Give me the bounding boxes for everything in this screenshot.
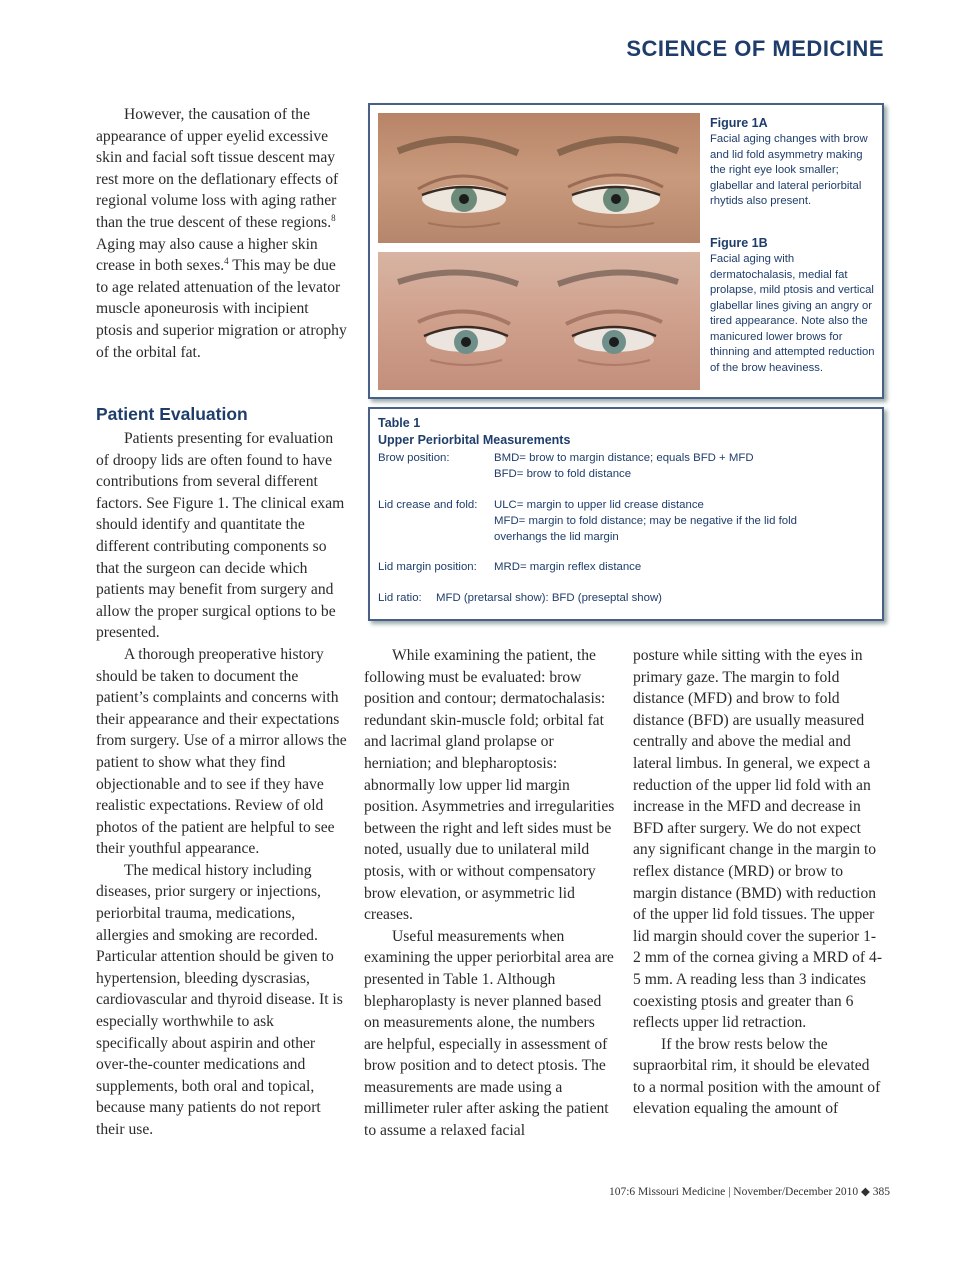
column-1-intro	[96, 104, 348, 363]
column-3	[633, 645, 883, 1120]
paragraph: If the brow rests below the supraorbital rim, it should be elevated to a normal position with the amount of elevation equaling the amount of	[633, 1035, 881, 1118]
table-title: Upper Periorbital Measurements	[378, 433, 571, 447]
brow-position-label: Brow position:	[378, 452, 450, 464]
paragraph: While examining the patient, the following must be evaluated: brow position and contour; dermatochalasis: redundant skin-muscle fold; orbital fat and lacrimal gland prolapse or herniation; and blepharoptosis: abnormally low upper lid margin position. Asymmetries and irregularities between the right and left sides must be noted, usually due to unilateral mild ptosis, with or without compensatory brow elevation, or asymmetric lid creases.	[364, 647, 615, 924]
table-label: Table 1	[378, 416, 421, 430]
paragraph: A thorough preoperative history should be taken to document the patient’s complaints and concerns with their appearance and their expectations from surgery. Use of a mirror allows the patient to show what they find objectionable and to see if they have realistic expectations. Review of old photos of the patient are helpful to see their youthful appearance.	[96, 645, 347, 858]
intro-paragraph: However, the causation of the appearance of upper eyelid excessive skin and facial soft tissue descent may rest more on the deflationary effects of regional volume loss with aging rather than the true descent of these regions.$^8$ Aging may also cause a higher skin crease in both sexes.$^4$ This may be due to age related attenuation of the levator muscle aponeurosis with incipient ptosis and superior migration or atrophy of the orbital fat.	[96, 106, 347, 361]
paragraph: Useful measurements when examining the upper periorbital area are presented in Table 1. Although blepharoplasty is never planned based on measurements alone, the numbers are helpful, especially in assessment of brow position and to detect ptosis. The measurements are made using a millimeter ruler after asking the patient to assume a relaxed facial	[364, 927, 614, 1140]
figure-1a-caption	[710, 115, 878, 210]
lid-ulc-value: ULC= margin to upper lid crease distance	[494, 499, 704, 511]
figure-1b-caption	[710, 235, 878, 376]
lid-mrd-value: MRD= margin reflex distance	[494, 561, 642, 573]
figure-1a-text: Facial aging changes with brow and lid fold asymmetry making the right eye look smaller; glabellar and lateral periorbital rhytids also present.	[710, 133, 868, 207]
paragraph: Patients presenting for evaluation of droopy lids are often found to have contributions from several different factors. See Figure 1. The clinical exam should identify and quantitate the different contributing components so that the surgeon can decide which patients may benefit from surgery and allow the proper surgical options to be presented.	[96, 430, 345, 642]
lid-margin-label: Lid margin position:	[378, 561, 477, 573]
paragraph: The medical history including diseases, prior surgery or injections, periorbital trauma, medications, allergies and smoking are recorded. Particular attention should be given to hypertension, bleeding dyscrasias, cardiovascular and thyroid disease. It is especially worthwhile to ask specifically about aspirin and other over-the-counter medications and supplements, both oral and topical, because many patients do not report their use.	[96, 861, 343, 1138]
column-2	[364, 645, 616, 1142]
lid-ratio-value: MFD (pretarsal show): BFD (preseptal show)	[436, 592, 662, 604]
table-1-box	[368, 407, 884, 621]
lid-mfd-value: MFD= margin to fold distance; may be negative if the lid fold overhangs the lid margin	[494, 515, 797, 543]
paragraph: posture while sitting with the eyes in primary gaze. The margin to fold distance (MFD) and brow to fold distance (BFD) are usually measured centrally and above the medial and lateral limbus. In general, we expect a reduction of the upper lid fold with an increase in the MFD and decrease in BFD after surgery. We do not expect any significant change in the margin to reflex distance (MRD) or brow to margin distance (BMD) with reduction of the upper lid fold tissues. The upper lid margin should cover the superior 1-2 mm of the cornea giving a MRD of 4-5 mm. A reading less than 3 indicates coexisting ptosis and greater than 6 reflects upper lid retraction.	[633, 647, 883, 1032]
figure-1b-photo	[378, 252, 700, 390]
page-footer: 107:6 Missouri Medicine | November/December 2010 ◆ 385	[608, 1186, 890, 1198]
lid-crease-label: Lid crease and fold:	[378, 499, 478, 511]
column-1-body	[96, 428, 348, 1141]
section-title: SCIENCE OF MEDICINE	[626, 36, 884, 61]
brow-bmd-value: BMD= brow to margin distance; equals BFD + MFD	[494, 452, 754, 464]
figure-1a-photo	[378, 113, 700, 243]
brow-bfd-value: BFD= brow to fold distance	[494, 468, 632, 480]
lid-ratio-label: Lid ratio:	[378, 592, 422, 604]
figure-1b-title: Figure 1B	[710, 236, 768, 250]
figure-1a-title: Figure 1A	[710, 116, 768, 130]
patient-evaluation-heading: Patient Evaluation	[96, 404, 248, 424]
figure-1-box	[368, 103, 884, 399]
figure-1b-text: Facial aging with dermatochalasis, medial fat prolapse, mild ptosis and vertical glabellar lines giving an angry or tired appearance. Note also the manicured lower brows for thinning and attempted reduction of the brow heaviness.	[710, 253, 875, 374]
